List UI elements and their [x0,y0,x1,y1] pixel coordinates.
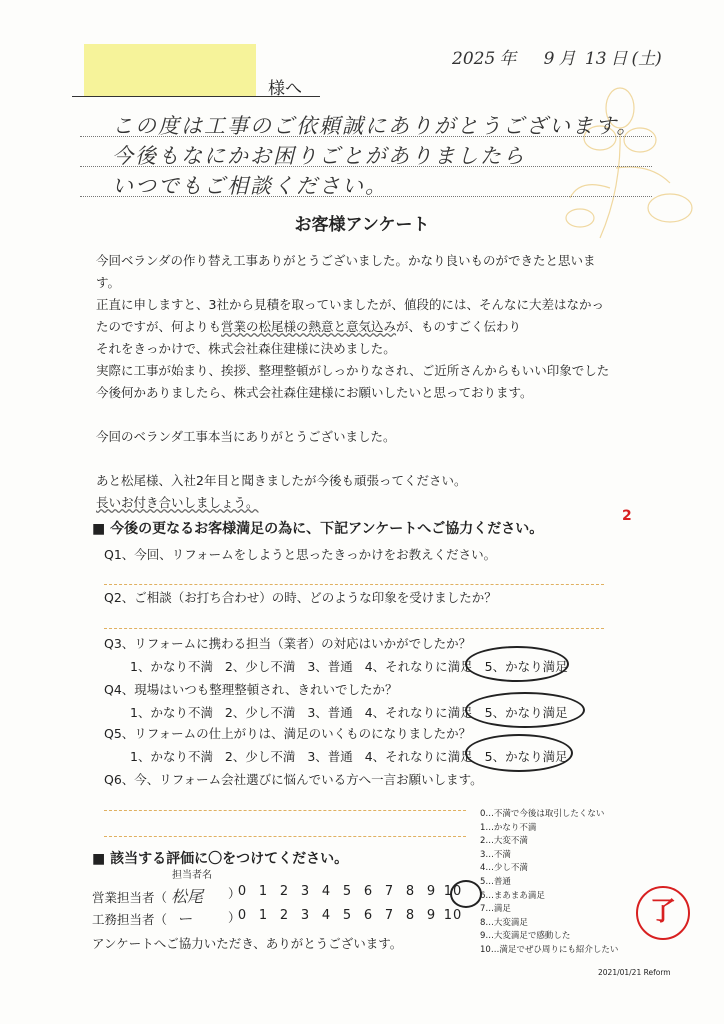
selection-circle [465,734,573,772]
selection-circle [465,692,585,728]
scale-item: 0…不満で今後は取引したくない [480,809,605,819]
rating-0[interactable]: 0 [237,908,248,923]
option-2[interactable]: 2、少し不満 [224,749,296,764]
sales-staff-label: 営業担当者（ [92,890,168,905]
sales-staff-name: 松尾 [171,887,204,906]
comment-line: 正直に申しますと、3社から見積を取っていましたが、値段的には、そんなに大差はなかっ [96,297,604,312]
option-1[interactable]: 1、かなり不満 [130,659,213,674]
answer-line [104,810,466,811]
redacted-name-highlight [84,44,256,96]
answer-line [104,584,604,585]
section2-heading: ■ 該当する評価に〇をつけてください。 [92,851,349,867]
rating-7[interactable]: 7 [384,908,395,923]
rating-5[interactable]: 5 [342,884,353,899]
scale-item: 4…少し不満 [480,863,528,874]
option-2[interactable]: 2、少し不満 [224,659,296,674]
close-paren: ） [228,886,241,901]
rating-7[interactable]: 7 [384,884,395,899]
date-weekday: (土) [631,49,662,69]
date-month: 9 [543,49,555,69]
scale-item: 6…まあまあ満足 [480,890,545,901]
rating-5[interactable]: 5 [342,908,353,923]
scale-item: 10…満足でぜひ周りにも紹介したい [480,944,619,955]
handwritten-line-2: 今後もなにかお困りごとがありましたら [112,144,526,168]
construction-staff-row [92,908,192,929]
date-month-unit: 月 [558,49,576,69]
option-3[interactable]: 3、普通 [307,659,353,674]
rating-10[interactable]: 10 [443,908,463,923]
underlined-phrase: 営業の松尾様の熱意と意気込み [221,319,397,334]
option-1[interactable]: 1、かなり不満 [130,749,213,764]
scale-item: 2…大変不満 [480,836,528,847]
sales-rating-numbers [232,884,464,899]
rating-6[interactable]: 6 [363,884,374,899]
rating-3[interactable]: 3 [300,908,311,923]
corner-mark: 2 [622,508,632,524]
rating-10-selected[interactable]: 10 [443,884,463,899]
survey-title: お客様アンケート [294,215,430,235]
answer-line [104,836,466,837]
comment-line: 長いお付き合いしましょう。 [96,495,259,510]
comment-line: 実際に工事が始まり、挨拶、整理整頓がしっかりなされ、ご近所さんからもいい印象でした [96,363,610,378]
question-3: Q3、リフォームに携わる担当（業者）の対応はいかがでしたか？ [104,636,472,651]
rating-8[interactable]: 8 [405,908,416,923]
rating-4[interactable]: 4 [321,908,332,923]
rating-8[interactable]: 8 [405,884,416,899]
comment-line: 今回ベランダの作り替え工事ありがとうございました。かなり良いものができたと思いま [96,253,596,268]
handwritten-line-3: いつでもご相談ください。 [112,174,388,198]
rating-9[interactable]: 9 [426,884,437,899]
date-year-unit: 年 [499,49,517,69]
answer-line [104,628,604,629]
selection-circle [465,646,569,682]
sales-staff-row [92,884,203,907]
question-5: Q5、リフォームの仕上がりは、満足のいくものになりましたか？ [104,726,472,741]
question-1: Q1、今回、リフォームをしようと思ったきっかけをお教えください。 [104,547,497,562]
scale-item: 1…かなり不満 [480,822,537,833]
question-4: Q4、現場はいつも整理整頓され、きれいでしたか？ [104,682,398,697]
handwritten-line-1: この度は工事のご依頼誠にありがとうございます。 [112,114,640,138]
section1-heading: ■ 今後の更なるお客様満足の為に、下記アンケートへご協力ください。 [92,521,544,537]
option-5-selected[interactable]: 5、かなり満足 [484,659,568,674]
option-4[interactable]: 4、それなりに満足 [364,705,473,720]
option-5-selected[interactable]: 5、かなり満足 [484,705,568,720]
comment-line [96,316,656,338]
comment-fragment: たのですが、何よりも [96,319,222,334]
date-year: 2025 [452,49,496,69]
rating-6[interactable]: 6 [363,908,374,923]
option-4[interactable]: 4、それなりに満足 [364,659,473,674]
form-version: 2021/01/21 Reform [598,968,671,977]
rating-1[interactable]: 1 [258,884,269,899]
comment-line: す。 [96,275,121,290]
question-6: Q6、今、リフォーム会社選びに悩んでいる方へ一言お願いします。 [104,772,483,787]
question-2: Q2、ご相談（お打ち合わせ）の時、どのような印象を受けましたか？ [104,590,497,605]
scale-item: 5…普通 [480,876,511,887]
scale-item: 9…大変満足で感動した [480,931,571,942]
comment-line: 今後何かありましたら、株式会社森住建様にお願いしたいと思っております。 [96,385,533,400]
rating-2[interactable]: 2 [279,884,290,899]
construction-rating-numbers [232,908,464,923]
rating-0[interactable]: 0 [237,884,248,899]
option-5-selected[interactable]: 5、かなり満足 [484,749,568,764]
rating-2[interactable]: 2 [279,908,290,923]
approval-stamp: 了 [636,886,690,940]
scale-item: 7…満足 [480,904,511,915]
option-1[interactable]: 1、かなり不満 [130,705,213,720]
selection-circle [450,880,482,908]
option-3[interactable]: 3、普通 [307,705,353,720]
comment-fragment: が、ものすごく伝わり [396,319,522,334]
date [452,44,666,69]
staff-name-label: 担当者名 [172,870,212,881]
close-paren: ） [228,910,241,925]
date-day: 13 [584,49,607,69]
rating-4[interactable]: 4 [321,884,332,899]
comment-line: 今回のベランダ工事本当にありがとうございました。 [96,429,396,444]
scale-item: 8…大変満足 [480,917,528,928]
scale-item: 3…不満 [480,849,511,860]
construction-staff-name: ー [177,910,193,928]
construction-staff-label: 工務担当者（ [92,912,168,927]
option-4[interactable]: 4、それなりに満足 [364,749,473,764]
thanks-message: アンケートへご協力いただき、ありがとうございます。 [92,936,403,951]
date-day-unit: 日 [610,49,628,69]
comment-line: それをきっかけで、株式会社森住建様に決めました。 [96,341,396,356]
rating-3[interactable]: 3 [300,884,311,899]
rating-1[interactable]: 1 [258,908,269,923]
option-3[interactable]: 3、普通 [307,749,353,764]
customer-comment [96,250,656,514]
rating-9[interactable]: 9 [426,908,437,923]
rating-scale-legend [480,808,618,958]
comment-line: あと松尾様、入社2年目と聞きましたが今後も頑張ってください。 [96,473,467,488]
option-2[interactable]: 2、少し不満 [224,705,296,720]
recipient-suffix: 様へ [268,79,302,99]
